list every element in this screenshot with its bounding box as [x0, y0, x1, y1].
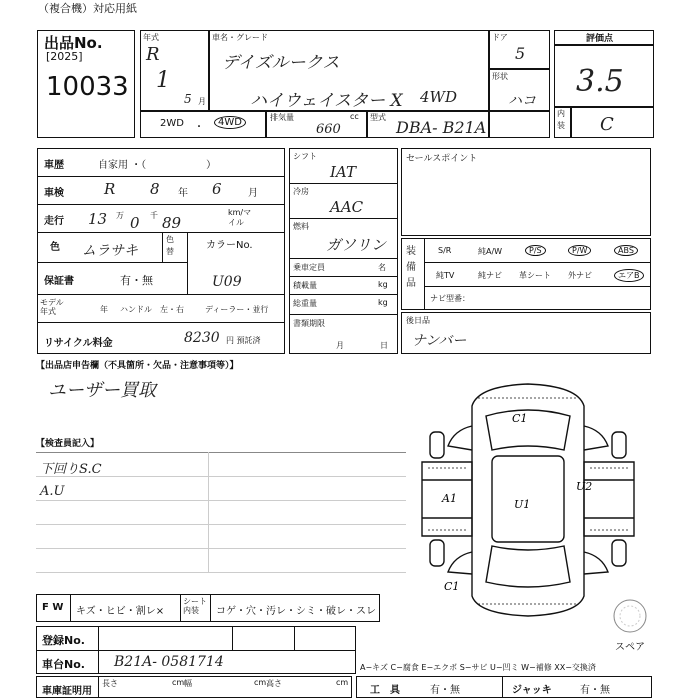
color-value: ムラサキ: [82, 243, 138, 259]
year-num: 1: [156, 68, 170, 93]
chassis-value: B21A- 0581714: [114, 654, 224, 670]
damage-a1: A1: [442, 492, 457, 505]
equip-pw: P/W: [568, 245, 591, 256]
notes-label: 【出品店申告欄（不具箇所・欠品・注意事項等）】: [36, 361, 239, 371]
car-drive: 4WD: [420, 88, 457, 106]
history-label: 車歴: [44, 160, 64, 171]
shape: ハコ: [508, 93, 536, 109]
length-unit: cm: [172, 678, 185, 687]
drive-4wd: 4WD: [214, 116, 246, 129]
navi-model-label: ナビ型番：: [430, 294, 470, 303]
equip-navi: 純ナビ: [478, 271, 502, 280]
equipment-label: 装備品: [406, 246, 416, 289]
mileage-unit: km/マイル: [228, 208, 252, 227]
mileage-label: 走行: [44, 216, 64, 227]
seat-label: シート内装: [183, 597, 207, 615]
equip-ps: P/S: [525, 245, 546, 256]
recycle-unit: 円 預託済: [226, 336, 261, 345]
equip-sr: S/R: [438, 246, 452, 255]
equip-aw: 純A/W: [478, 247, 503, 256]
fuel-value: ガソリン: [326, 236, 387, 254]
shift-label: シフト: [293, 152, 317, 161]
inspector-line-2: A.U: [40, 484, 65, 499]
warranty-value: 有・無: [120, 274, 153, 287]
mileage-rest: 89: [162, 214, 182, 232]
rating-score: 3.5: [576, 64, 624, 99]
inspection-label: 車検: [44, 188, 64, 199]
equip-ext-navi: 外ナビ: [568, 271, 592, 280]
width-unit: cm: [254, 678, 267, 687]
equip-airbag: エアB: [614, 269, 644, 282]
damage-u1: U1: [514, 498, 531, 511]
vehicle-details-box: [37, 148, 285, 354]
aftermarket-label: 後日品: [406, 316, 430, 325]
ac-label: 冷房: [293, 187, 309, 196]
exhibit-number: 10033: [46, 72, 129, 102]
month-unit: 月: [198, 97, 206, 106]
shift-value: IAT: [330, 163, 356, 181]
exhibit-label: 出品No.: [44, 34, 103, 52]
spare-tire-icon: [612, 598, 648, 634]
model-year-unit: 年: [100, 305, 108, 314]
notes-value: ユーザー買取: [48, 380, 156, 401]
interior-score: C: [600, 114, 614, 135]
load-label: 積載量: [293, 281, 317, 290]
car-grade: ハイウェイスター X: [250, 91, 403, 111]
year-era: R: [146, 44, 160, 65]
dealer: ディーラー・並行: [205, 305, 269, 314]
gross-unit: kg: [378, 298, 388, 307]
model-year-label: モデル年式: [40, 298, 64, 316]
recycle-label: リサイクル料金: [44, 338, 113, 349]
disp-label: 排気量: [270, 113, 294, 122]
length-label: 長さ: [102, 679, 118, 688]
doc-period-day: 日: [380, 341, 388, 350]
model-label: 型式: [370, 113, 386, 122]
history-value: 自家用 ・（ ）: [98, 160, 217, 171]
rating-label: 評価点: [586, 34, 614, 44]
shape-label: 形状: [492, 72, 508, 81]
model: DBA- B21A: [396, 118, 487, 137]
inspection-year-unit: 年: [178, 188, 188, 199]
tools-value: 有・無: [430, 685, 460, 696]
warranty-label: 保証書: [44, 276, 74, 287]
equip-abs: ABS: [614, 245, 638, 256]
exhibit-year-tag: [2025]: [46, 50, 83, 63]
sales-point-label: セールスポイント: [406, 154, 478, 164]
color-change-label: 色替: [166, 235, 174, 256]
damage-c1-top: C1: [512, 412, 528, 425]
garage-cert-label: 車庫証明用: [42, 686, 92, 697]
inspector-label: 【検査員記入】: [36, 439, 100, 449]
registration-label: 登録No.: [42, 634, 85, 647]
fw-items: キズ・ヒビ・割レ×: [76, 606, 165, 617]
equip-tv: 純TV: [436, 271, 455, 280]
riding-label: 乗車定員: [293, 263, 325, 272]
car-name: デイズルークス: [222, 53, 340, 73]
damage-u2: U2: [576, 480, 593, 493]
doc-period-month: 月: [336, 341, 344, 350]
width-label: 幅: [184, 679, 192, 688]
displacement: 660: [316, 122, 341, 137]
disp-unit: cc: [350, 112, 359, 121]
interior-label: 内装: [557, 109, 565, 130]
tools-label: 工 具: [370, 685, 400, 696]
mileage-man-unit: 万: [116, 211, 124, 220]
mileage-man: 13: [88, 210, 108, 228]
page-header: （複合機）対応用紙: [38, 2, 137, 15]
color-code: U09: [212, 274, 242, 290]
color-code-label: カラーNo.: [206, 240, 253, 251]
fuel-label: 燃料: [293, 222, 309, 231]
handle: ハンドル 左・右: [120, 305, 184, 314]
door-label: ドア: [492, 33, 508, 42]
chassis-label: 車台No.: [42, 658, 85, 671]
damage-legend: A−キズ C−腐食 E−エクボ S−サビ U−凹ミ W−補修 XX−交換済: [360, 663, 596, 672]
recycle-amount: 8230: [184, 330, 220, 346]
seat-items: コゲ・穴・汚レ・シミ・破レ・スレ: [216, 606, 376, 617]
inspection-year: 8: [150, 180, 160, 198]
height-label: 高さ: [266, 679, 282, 688]
mileage-sen: 0: [130, 214, 140, 232]
damage-c1-bottom: C1: [444, 580, 460, 593]
year-label: 年式: [143, 33, 159, 42]
load-unit: kg: [378, 280, 388, 289]
equip-leather: 革シート: [519, 271, 551, 280]
drive-dot: ・: [194, 122, 204, 133]
jack-label: ジャッキ: [512, 685, 552, 696]
month-num: 5: [184, 92, 192, 106]
aftermarket-value: ナンバー: [412, 333, 467, 349]
gross-label: 総重量: [293, 299, 317, 308]
spare-label: スペア: [615, 642, 645, 653]
inspection-month: 6: [212, 180, 222, 198]
drive-2wd: 2WD: [160, 118, 184, 129]
car-damage-diagram: [408, 376, 652, 622]
doc-period-label: 書類期限: [293, 319, 325, 328]
mileage-sen-unit: 千: [150, 211, 158, 220]
inspector-line-1: 下回りS.C: [40, 462, 102, 477]
fw-label: F W: [42, 602, 64, 613]
color-label: 色: [50, 242, 60, 253]
doors: 5: [515, 44, 526, 63]
height-unit: cm: [336, 678, 349, 687]
riding-unit: 名: [378, 263, 386, 272]
inspection-month-unit: 月: [248, 188, 258, 199]
inspection-era: R: [104, 180, 116, 198]
name-label: 車名・グレード: [212, 33, 268, 42]
jack-value: 有・無: [580, 685, 610, 696]
ac-value: AAC: [330, 198, 364, 216]
